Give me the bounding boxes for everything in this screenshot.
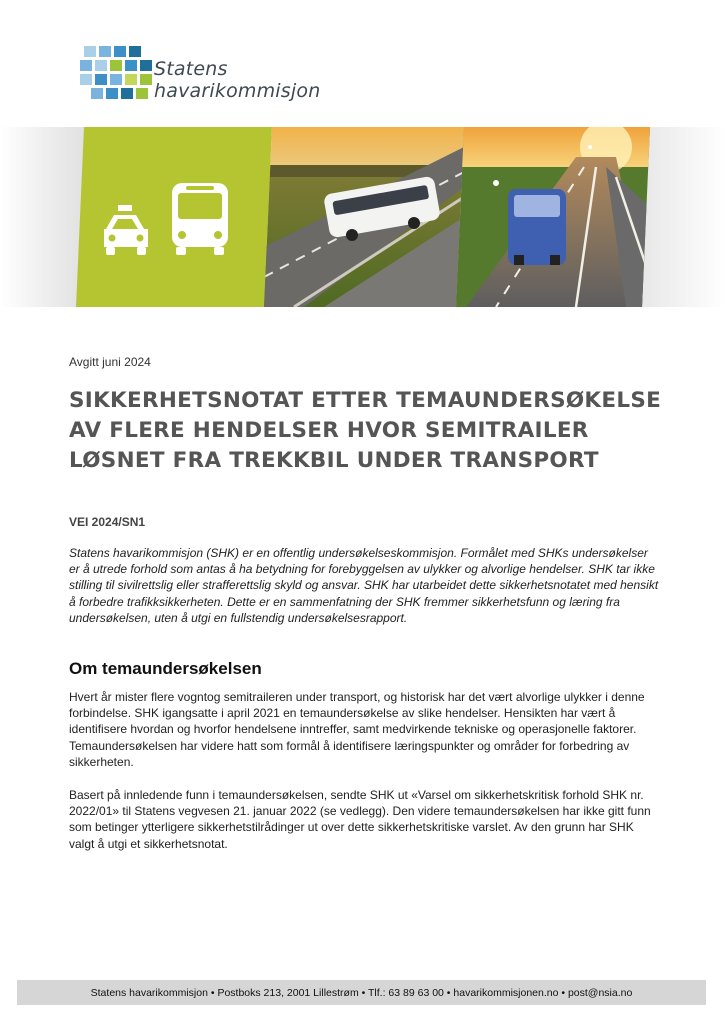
shk-logo <box>80 46 340 106</box>
footer-contact-bar: Statens havarikommisjon • Postboks 213, 2001 Lillestrøm • Tlf.: 63 89 63 00 • havarikommisjonen.no • post@nsia.no <box>17 980 706 1005</box>
issued-date: Avgitt juni 2024 <box>69 355 151 369</box>
logo-line-2: havarikommisjon <box>154 80 321 102</box>
report-id: VEI 2024/SN1 <box>69 515 146 529</box>
document-title: SIKKERHETSNOTAT ETTER TEMAUNDERSØKELSE AV FLERE HENDELSER HVOR SEMITRAILER LØSNET FRA TREKKBIL UNDER TRANSPORT <box>69 388 662 473</box>
intro-paragraph: Statens havarikommisjon (SHK) er en offentlig undersøkelseskommisjon. Formålet med SHKs undersøkelser er å utrede forhold som antas å ha betydning for forebyggelsen av ulykker og alvorlige hendelser. SHK tar ikke stilling til sivilrettslig eller strafferettslig skyld og ansvar. SHK har utarbeidet dette sikkerhetsnotatet med hensikt å forbedre trafikksikkerheten. Dette er en sammenfatning der SHK fremmer sikkerhetsfunn og læring fra undersøkelsen, uten å utgi en fullstendig undersøkelsesrapport. <box>69 546 659 625</box>
section-paragraph-2: Basert på innledende funn i temaundersøkelsen, sendte SHK ut «Varsel om sikkerhetskritisk forhold SHK nr. 2022/01» til Statens vegvesen 21. januar 2022 (se vedlegg). Den videre temaundersøkelsen har ikke gitt funn som betinger ytterligere sikkerhetstilrådinger ut over dette sikkerhetskritiske varslet. Av den grunn har SHK valgt å utgi et sikkerhetsnotat. <box>69 788 651 851</box>
section-paragraph-1: Hvert år mister flere vogntog semitraileren under transport, og historisk har det vært alvorlige ulykker i denne forbindelse. SHK igangsatte i april 2021 en temaundersøkelse av slike hendelser. Hensikten har vært å identifisere hvordan og hvorfor hendelsene inntreffer, samt medvirkende tekniske og operasjonelle faktorer. Temaundersøkelsen har videre hatt som formål å identifisere læringspunkter og områder for forbedring av sikkerheten. <box>69 690 645 769</box>
section-heading: Om temaundersøkelsen <box>69 659 262 678</box>
logo-line-1: Statens <box>154 58 228 80</box>
bus-on-road-sunset-photo <box>456 127 650 307</box>
logo-mosaic-icon <box>80 46 160 106</box>
green-vehicle-panel <box>76 127 272 307</box>
bus-on-highway-photo <box>264 127 464 307</box>
car-and-bus-icon <box>76 127 272 307</box>
logo-text <box>154 58 320 102</box>
header-banner <box>0 127 725 307</box>
